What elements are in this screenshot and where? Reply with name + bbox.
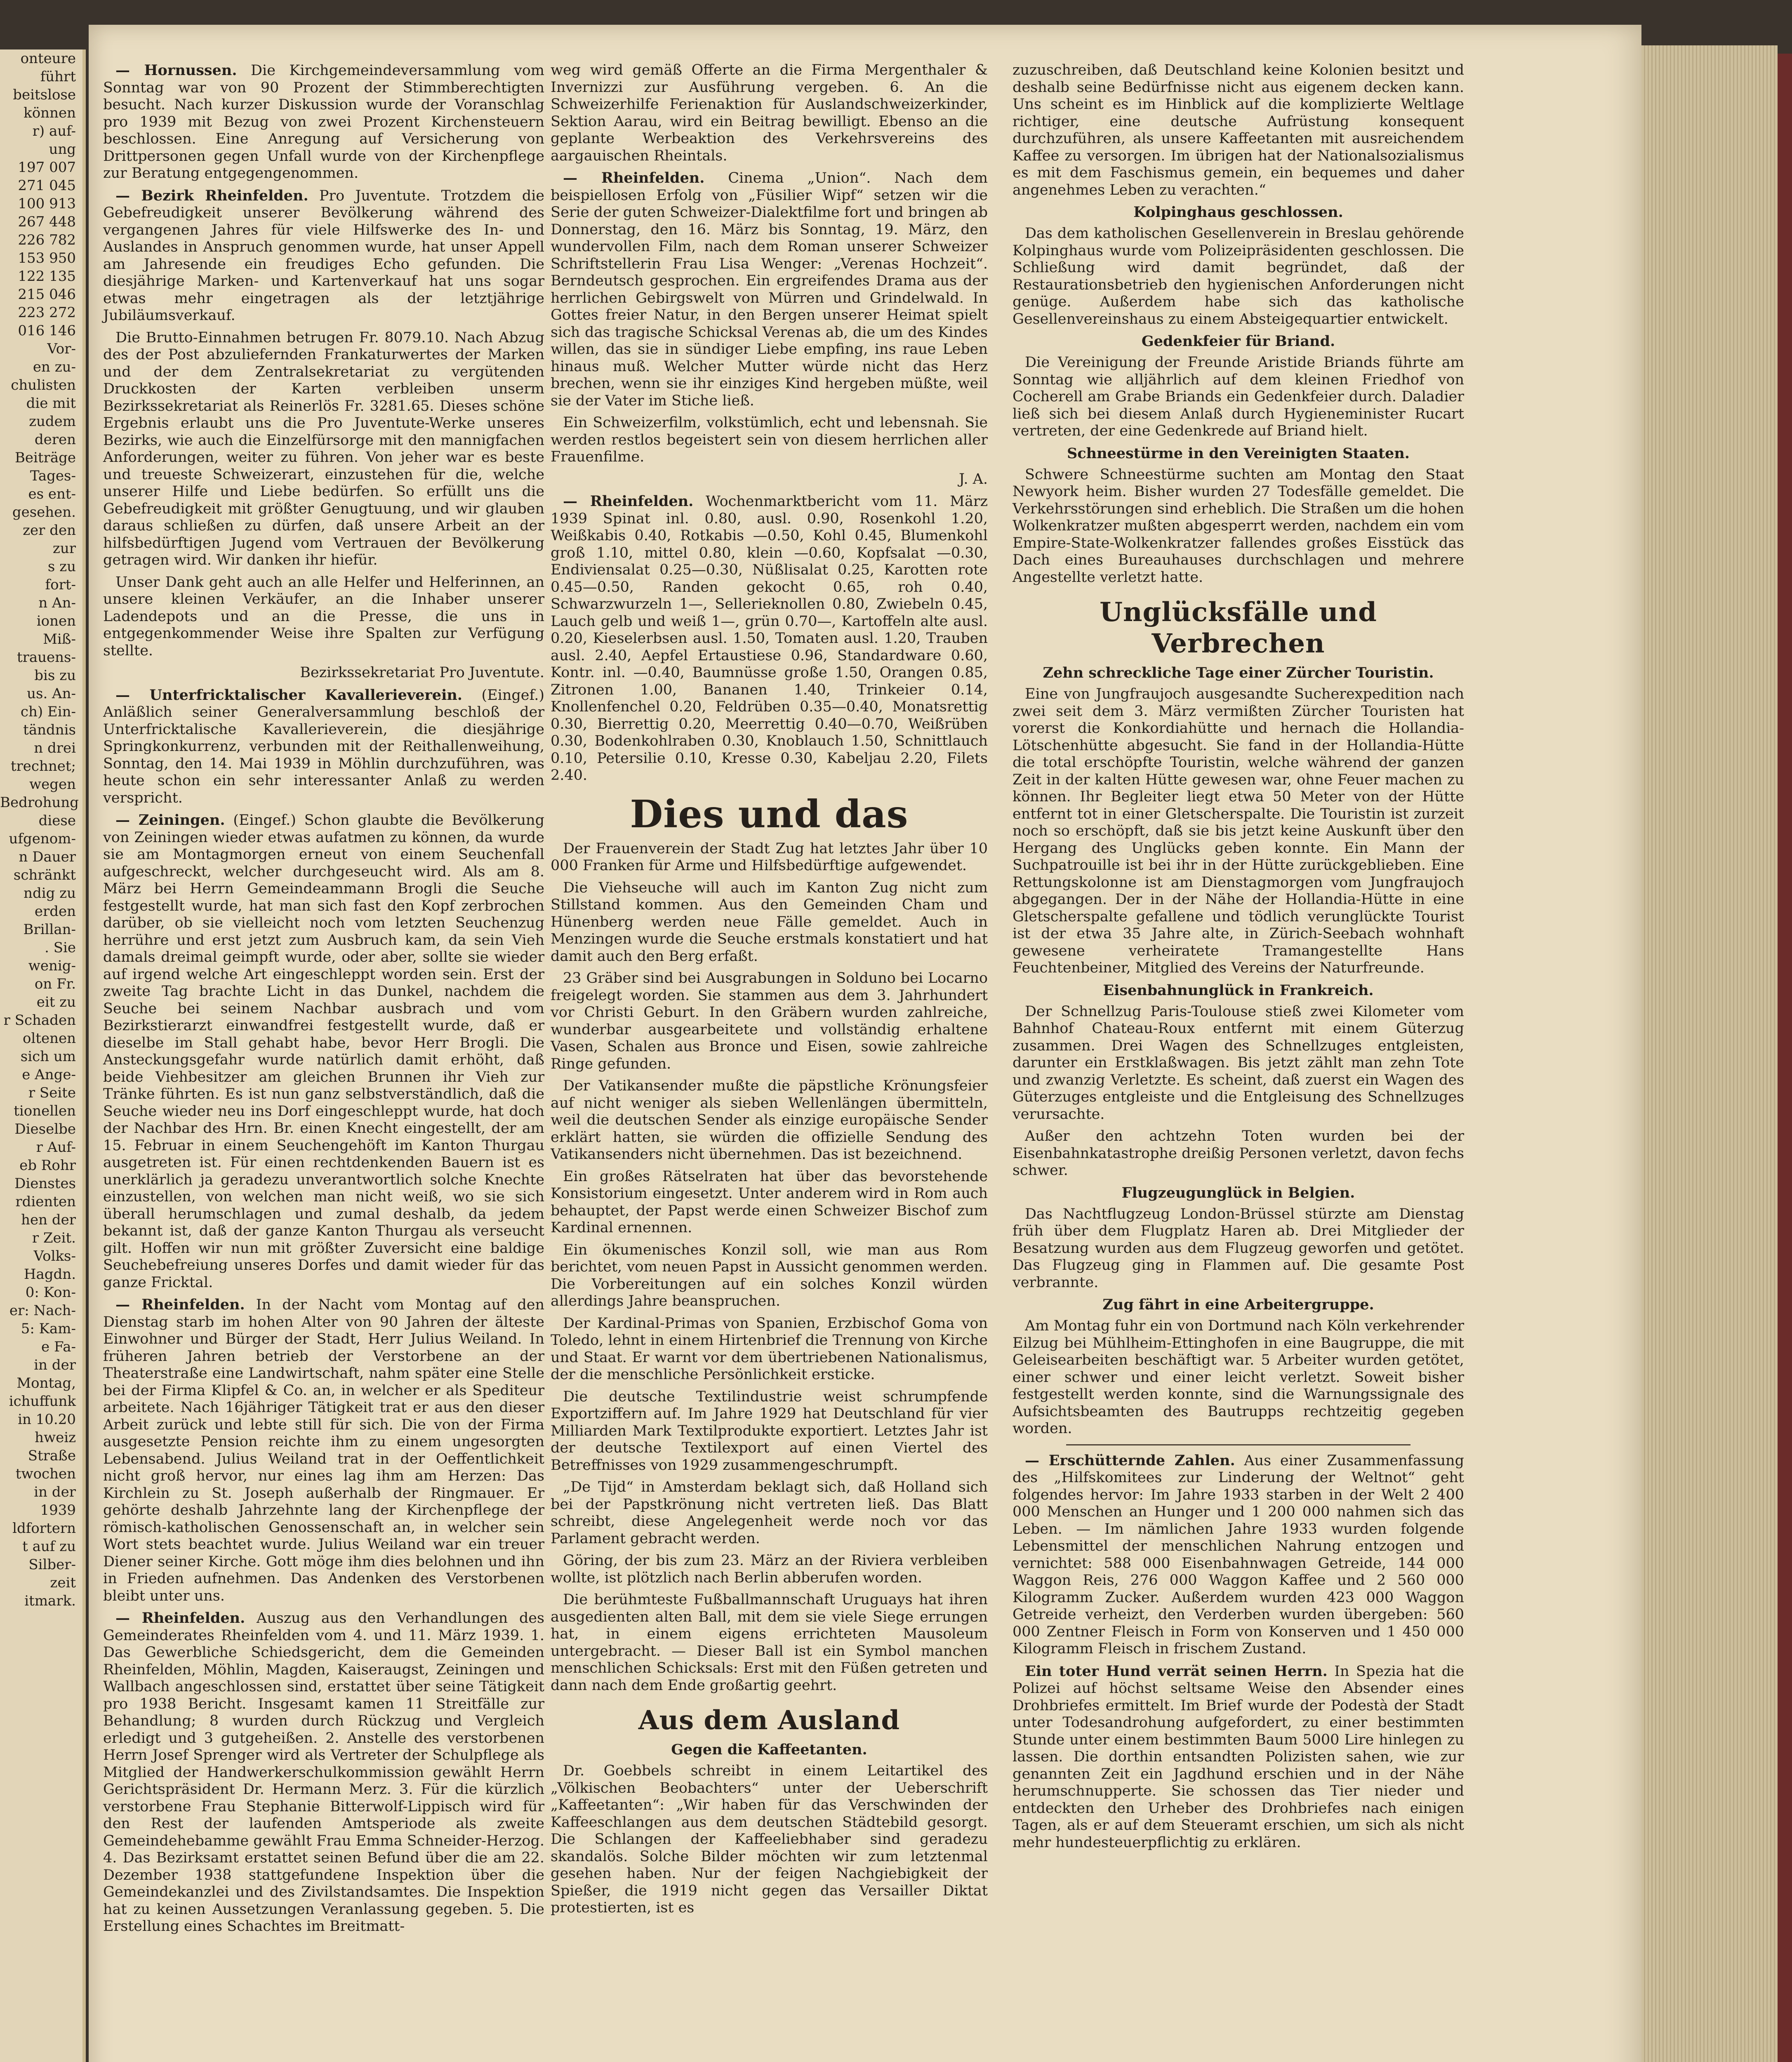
facing-page-fragment: 1939 xyxy=(40,1502,76,1518)
facing-page-fragment: Tages- xyxy=(30,468,76,484)
article-paragraph xyxy=(551,1078,988,1163)
article-paragraph xyxy=(551,414,988,466)
section-heading: Aus dem Ausland xyxy=(638,1705,900,1736)
article-body: (Eingef.) Anläßlich seiner Generalversammlung beschloß der Unterfricktalische Kavallerieverein, die diesjährige Springkonkurrenz, verbunden mit der Reithallenweihung, Sonntag, den 14. Mai 1939 in Möhlin durchzuführen, was heute schon ein sehr interessanter Anlaß zu werden verspricht. xyxy=(103,687,544,806)
facing-page-fragment: 122 135 xyxy=(18,268,76,285)
facing-page-fragment: gesehen. xyxy=(12,504,76,520)
article-paragraph xyxy=(551,1168,988,1237)
article-paragraph xyxy=(1013,62,1464,199)
article-body: Außer den achtzehn Toten wurden bei der Eisenbahnkatastrophe dreißig Personen verletzt, davon fechs schwer. xyxy=(1013,1128,1464,1179)
article-paragraph xyxy=(103,187,544,325)
section-heading: Dies und das xyxy=(630,791,909,836)
facing-page-fragment: in der xyxy=(34,1484,76,1500)
facing-page-fragment: Miß- xyxy=(43,631,76,647)
article-paragraph xyxy=(551,1389,988,1474)
book-page-edges xyxy=(1641,45,1778,2062)
facing-page-fragment: trechnet; xyxy=(10,758,76,774)
article-body: weg wird gemäß Offerte an die Firma Mergenthaler & Invernizzi zur Ausführung vergeben. 6. An die Schweizerhilfe Ferienaktion für Auslandschweizerkinder, Sektion Aarau, wird ein Beitrag bewilligt. Ebenso an die geplante Werbeaktion des Verkehrsvereins des aargauischen Rheintals. xyxy=(551,62,988,164)
article-paragraph xyxy=(103,812,544,1291)
facing-page-fragment: itmark. xyxy=(24,1593,76,1609)
article-dateline: — Rheinfelden. xyxy=(115,1610,245,1627)
article-body: Aus einer Zusammenfassung des „Hilfskomitees zur Linderung der Weltnot“ geht folgendes hervor: Im Jahre 1933 starben in der Welt 2 400 000 Menschen an Hunger und 1 200 000 nahmen sich das Leben. — Im nämlichen Jahre 1933 wurden folgende Lebensmittel der menschlichen Nahrung entzogen und vernichtet: 588 000 Eisenbahnwagen Getreide, 144 000 Waggon Reis, 276 000 Waggon Kaffee und 2 560 000 Kilogramm Zucker. Außerdem wurden 423 000 Waggon Getreide verheizt, den Verderben wurden übergeben: 560 000 Zentner Fleisch in Form von Konserven und 1 450 000 Kilogramm Fleisch in frischem Zustand. xyxy=(1013,1452,1464,1657)
facing-page-fragment: r Zeit. xyxy=(32,1230,76,1246)
article-paragraph xyxy=(1013,225,1464,328)
article-dateline: — Bezirk Rheinfelden. xyxy=(115,187,308,204)
column-2 xyxy=(551,62,988,1922)
facing-page-fragment: Vor- xyxy=(47,341,76,357)
facing-page-fragment: r) auf- xyxy=(32,123,76,139)
facing-page-fragment: wenig- xyxy=(28,958,76,974)
facing-page-fragment: die mit xyxy=(26,395,76,412)
article-paragraph xyxy=(551,840,988,875)
article-paragraph xyxy=(1013,1003,1464,1123)
article-body: Göring, der bis zum 23. März an der Riviera verbleiben wollte, ist plötzlich nach Berlin abberufen worden. xyxy=(551,1552,988,1586)
article-signature: J. A. xyxy=(959,471,988,487)
article-body: In der Nacht vom Montag auf den Dienstag starb im hohen Alter von 90 Jahren der älteste Einwohner und Bürger der Stadt, Herr Julius Weiland. In früheren Jahren betrieb der Verstorbene an der Theaterstraße eine Landwirtschaft, nahm später eine Stelle bei der Firma Klipfel & Co. an, in welcher er als Spediteur arbeitete. Nach 16jähriger Tätigkeit trat er aus den dieser Arbeit zurück und lebte still für sich. Die von der Firma ausgesetzte Pension reichte ihm zu einem ungesorgten Lebensabend. Julius Weiland trat in der Oeffentlichkeit nicht groß hervor, nur eines lag ihm am Herzen: Das Kirchlein zu St. Joseph außerhalb der Ringmauer. Er gehörte deshalb Jahrzehnte lang der Kirchenpflege der römisch-katholischen Genossenschaft an, in welcher sein Wort stets beachtet wurde. Julius Weiland war ein treuer Diener seiner Kirche. Gott möge ihm dies belohnen und ihn in Frieden aufnehmen. Das Andenken des Verstorbenen bleibt unter uns. xyxy=(103,1297,544,1604)
article-body: Die berühmteste Fußballmannschaft Uruguays hat ihren ausgedienten alten Ball, mit dem sie viele Siege errungen hat, in einem eigens errichteten Mausoleum untergebracht. — Dieser Ball ist ein Symbol manchen menschlichen Schicksals: Erst mit den Füßen getreten und dann nach dem Ende großartig geehrt. xyxy=(551,1591,988,1694)
facing-page-fragment: 5: Kam- xyxy=(21,1321,76,1337)
facing-page-fragment: ichuffunk xyxy=(9,1393,76,1410)
article-body: Der Frauenverein der Stadt Zug hat letztes Jahr über 10 000 Franken für Arme und Hilfsbedürftige aufgewendet. xyxy=(551,840,988,874)
facing-page-fragment: ndig zu xyxy=(24,885,76,902)
facing-page-fragment: Beiträge xyxy=(14,450,76,466)
facing-page-fragment: r Auf- xyxy=(36,1139,76,1156)
article-body: Der Schnellzug Paris-Toulouse stieß zwei Kilometer vom Bahnhof Chateau-Roux entfernt mit einem Güterzug zusammen. Drei Wagen des Schnellzuges entgleisten, darunter ein Erstklaßwagen. Bis jetzt zählt man zehn Tote und zwanzig Verletzte. Es scheint, daß zuerst ein Wagen des Güterzuges entgleiste und die Entgleisung des Schnellzuges verursachte. xyxy=(1013,1003,1464,1123)
facing-page-fragment: 0: Kon- xyxy=(25,1284,76,1301)
facing-page-fragment: oltenen xyxy=(22,1030,76,1047)
article-body: Unser Dank geht auch an alle Helfer und Helferinnen, an unsere kleinen Verkäufer, an die Inhaber unserer Ladendepots und an die Presse, die uns in entgegenkommender Weise ihre Spalten zur Verfügung stellte. xyxy=(103,574,544,659)
article-headline: Gedenkfeier für Briand. xyxy=(1141,333,1335,350)
facing-page-fragment: 153 950 xyxy=(18,250,76,266)
facing-page-fragment: . Sie xyxy=(45,939,76,956)
facing-page-fragment: Dieselbe xyxy=(14,1121,76,1137)
article-body: Der Kardinal-Primas von Spanien, Erzbischof Goma von Toledo, lehnt in einem Hirtenbrief die Trennung von Kirche und Staat. Er warnt vor dem übertriebenen Nationalismus, der die menschliche Persönlichkeit ersticke. xyxy=(551,1315,988,1383)
article-paragraph xyxy=(551,62,988,165)
article-paragraph xyxy=(103,574,544,660)
article-paragraph xyxy=(551,880,988,965)
article-paragraph xyxy=(551,1591,988,1694)
facing-page-fragment: hweiz xyxy=(35,1429,76,1446)
article-paragraph xyxy=(1013,1206,1464,1292)
facing-page-fragment: us. An- xyxy=(27,685,76,702)
article-paragraph xyxy=(1013,354,1464,440)
article-body: Auszug aus den Verhandlungen des Gemeinderates Rheinfelden vom 4. und 11. März 1939. 1. Das Gewerbliche Schiedsgericht, dem die Gemeinden Rheinfelden, Möhlin, Magden, Kaiseraugst, Zeiningen und Wallbach angeschlossen sind, erstattet über seine Tätigkeit pro 1938 Bericht. Insgesamt kamen 11 Streitfälle zur Behandlung; 8 wurden durch Rückzug und Vergleich erledigt und 3 gutgeheißen. 2. Anstelle des verstorbenen Herrn Josef Sprenger wird als Vertreter der Schulpflege als Mitglied der Handwerkerschulkommission gewählt Herrn Gerichtspräsident Dr. Hermann Merz. 3. Für die kürzlich verstorbene Frau Stephanie Bitterwolf-Lippisch wird für den Rest der laufenden Amtsperiode als zweite Gemeindehebamme gewählt Frau Emma Schneider-Herzog. 4. Das Bezirksamt erstattet seinen Befund über die am 22. Dezember 1938 stattgefundene Inspektion über die Gemeindekanzlei und des Zivilstandsamtes. Die Inspektion hat zu keinen Aussetzungen Veranlassung gegeben. 5. Die Erstellung eines Schachtes im Breitmatt- xyxy=(103,1610,544,1935)
facing-page-fragment: onteure xyxy=(20,50,76,67)
article-paragraph xyxy=(103,62,544,182)
article-dateline: Ein toter Hund verrät seinen Herrn. xyxy=(1025,1662,1328,1680)
facing-page-fragment: ufgenom- xyxy=(9,831,76,847)
article-dateline: — Zeiningen. xyxy=(115,812,225,829)
facing-page-fragment: s zu xyxy=(47,558,76,575)
article-paragraph xyxy=(1013,1318,1464,1438)
article-body: Cinema „Union“. Nach dem beispiellosen Erfolg von „Füsilier Wipf“ setzen wir die Serie der guten Schweizer-Dialektfilme fort und bringen ab Donnerstag, den 16. März bis Sonntag, 19. März, den wundervollen Film, nach dem Roman unserer Schweizer Schriftstellerin Frau Lisa Wenger: „Verenas Hochzeit“. Berndeutsch gesprochen. Ein ergreifendes Drama aus der herrlichen Gebirgswelt von Mürren und Grindelwald. In Gottes freier Natur, in den Bergen unserer Heimat spielt sich das tragische Schicksal Verenas ab, die um des Kindes willen, das sie in sündiger Liebe empfing, ins raue Leben hinaus muß. Welcher Mutter würde nicht das Herz brechen, wenn sie ihr einziges Kind hergeben müßte, weil sie der Vater im Stiche ließ. xyxy=(551,170,988,409)
article-headline: Kolpinghaus geschlossen. xyxy=(1133,204,1343,221)
article-body: In Spezia hat die Polizei auf höchst seltsame Weise den Absender eines Drohbriefes ermittelt. Im Brief wurde der Podestà der Stadt unter Todesandrohung aufgefordert, zu einer bestimmten Stunde unter einem bestimmten Baum 5000 Lire hinlegen zu lassen. Die dorthin entsandten Polizisten sahen, wie zur genannten Zeit ein Jagdhund erschien und in der Nähe herumschnupperte. Sie schossen das Tier nieder und entdeckten den Urheber des Drohbriefes nach einigen Tagen, als er auf dem Steueramt erschien, um sich als nicht mehr hundesteuerpflichtig zu erklären. xyxy=(1013,1663,1464,1851)
facing-page-fragment: 016 146 xyxy=(18,322,76,339)
article-dateline: — Hornussen. xyxy=(115,62,237,79)
book-spine xyxy=(1778,54,1792,2062)
facing-page-fragment: ldfortern xyxy=(12,1520,76,1537)
facing-page-fragment: führt xyxy=(40,68,76,85)
facing-page-fragment: twochen xyxy=(15,1466,76,1482)
article-dateline: — Rheinfelden. xyxy=(115,1296,245,1313)
facing-page-fragment: n drei xyxy=(34,740,76,756)
facing-page-fragment: en zu- xyxy=(33,359,76,375)
article-dateline: — Rheinfelden. xyxy=(563,169,705,186)
facing-page-fragment: Hagdn. xyxy=(24,1266,76,1283)
article-headline: Flugzeugunglück in Belgien. xyxy=(1121,1184,1355,1201)
column-divider-rule xyxy=(1066,1444,1411,1445)
article-body: Der Vatikansender mußte die päpstliche Krönungsfeier auf nicht weniger als sieben Wellenlängen übermitteln, weil die deutschen Sender als einzige europäische Sender erklärt hatten, sie würden die offizielle Sendung des Vatikansenders nicht übernehmen. Das ist bezeichnend. xyxy=(551,1078,988,1163)
facing-page-fragment: 197 007 xyxy=(18,159,76,176)
facing-page-fragment: er: Nach- xyxy=(9,1302,76,1319)
facing-page-fragment: in 10.20 xyxy=(18,1411,76,1428)
facing-page-fragment: 223 272 xyxy=(18,304,76,321)
facing-page-fragment: 267 448 xyxy=(18,214,76,230)
article-body: Eine von Jungfraujoch ausgesandte Sucherexpedition nach zwei seit dem 3. März vermißten Zürcher Touristen hat vorerst die Konkordiahütte und hernach die Hollandia-Lötschenhütte abgesucht. Sie fand in der Hollandia-Hütte die total erschöpfte Touristin, welche während der ganzen Zeit in der kalten Hütte gewesen war, ohne Feuer machen zu können. Ihr Begleiter liegt etwa 50 Meter von der Hütte entfernt tot in einer Gletscherspalte. Die Touristin ist zurzeit noch so erschöpft, daß sie bis jetzt keine Auskunft über den Hergang des Unglücks geben konnte. Ein Mann der Suchpatrouille ist bei ihr in der Hütte zurückgeblieben. Eine Rettungskolonne ist am Dienstagmorgen vom Jungfraujoch abgegangen. Der in der Nähe der Hollandia-Hütte in eine Gletscherspalte gefallene und tödlich verunglückte Tourist ist der etwa 35 Jahre alte, in Zürich-Seebach wohnhaft gewesene verheiratete Tramangestellte Hans Feuchtenbeiner, Mitglied des Vereins der Naturfreunde. xyxy=(1013,686,1464,976)
article-paragraph xyxy=(551,970,988,1073)
facing-page-fragment: 100 913 xyxy=(18,195,76,212)
article-body: Wochenmarktbericht vom 11. März 1939 Spinat inl. 0.80, ausl. 0.90, Rosenkohl 1.20, Weißkabis 0.40, Rotkabis —0.50, Kohl 0.45, Blumenkohl groß 1.10, mittel 0.80, klein —0.60, Kopfsalat —0.30, Endiviensalat 0.25—0.30, Nüßlisalat 0.25, Karotten rote 0.45—0.50, Randen gekocht 0.65, roh 0.40, Schwarzwurzeln 1—, Sellerieknollen 0.80, Zwiebeln 0.45, Lauch gelb und weiß 1—, grün 0.70—, Kartoffeln alte ausl. 0.20, Kieselerbsen ausl. 1.50, Tomaten ausl. 1.20, Trauben ausl. 2.40, Aepfel Ertaustiese 0.96, Standardware 0.60, Kontr. inl. —0.40, Baumnüsse große 1.50, Orangen 0.85, Zitronen 1.00, Bananen 1.40, Trinkeier 0.14, Knollenfenchel 0.20, Feldrüben 0.35—0.40, Monatsrettig 0.30, Bierrettig 0.20, Meerrettig 0.40—0.70, Weißrüben 0.30, Bodenkohlraben 0.30, Knoblauch 1.50, Schnittlauch 0.10, Petersilie 0.10, Kresse 0.30, Kabeljau 2.20, Filets 2.40. xyxy=(551,493,988,784)
facing-page-fragment: Brillan- xyxy=(23,921,76,938)
article-body: Pro Juventute. Trotzdem die Gebefreudigkeit unserer Bevölkerung während des vergangenen Jahres für viele Hilfswerke des In- und Auslandes in Anspruch genommen wurde, hat unser Appell am Jahresende ein freudiges Echo gefunden. Die diesjährige Marken- und Kartenverkauf hat uns sogar etwas mehr eingetragen als der letztjährige Jubiläumsverkauf. xyxy=(103,187,544,324)
article-body: Ein Schweizerfilm, volkstümlich, echt und lebensnah. Sie werden restlos begeistert sein von diesem herrlichen aller Frauenfilme. xyxy=(551,414,988,465)
article-headline: Eisenbahnunglück in Frankreich. xyxy=(1103,982,1374,999)
facing-page-fragment: tionellen xyxy=(14,1103,76,1119)
facing-page-fragment: n Dauer xyxy=(19,849,76,865)
facing-page-fragment: Bedrohung xyxy=(0,794,79,811)
column-1 xyxy=(103,62,544,1940)
article-body: Dr. Goebbels schreibt in einem Leitartikel des „Völkischen Beobachters“ unter der Ueberschrift „Kaffeetanten“: „Wir haben für das Verschwinden der Kaffeeschlangen aus dem deutschen Städtebild gesorgt. Die Schlangen der Kaffeeliebhaber sind geradezu skandalös. Solche Bilder möchten wir zum letztenmal gesehen haben. Nur der feigen Nachgiebigkeit der Spießer, die 1919 nicht gegen das Versailler Diktat protestierten, ist es xyxy=(551,1763,988,1916)
article-paragraph xyxy=(551,493,988,784)
article-signature: Bezirkssekretariat Pro Juventute. xyxy=(300,664,544,681)
article-body: 23 Gräber sind bei Ausgrabungen in Solduno bei Locarno freigelegt worden. Sie stammen aus dem 3. Jahrhundert vor Christi Geburt. In den Gräbern wurden zahlreiche, wunderbar ausgearbeitete und vollständig erhaltene Vasen, Schalen aus Bronce und Eisen, sowie zahlreiche Ringe gefunden. xyxy=(551,970,988,1072)
facing-page-fragment: r Seite xyxy=(28,1085,76,1101)
article-body: zuzuschreiben, daß Deutschland keine Kolonien besitzt und deshalb seine Bedürfnisse nicht aus eigenem decken kann. Uns scheint es im Hinblick auf die komplizierte Weltlage richtiger, eine deutsche Aufrüstung konsequent durchzuführen, als unsere Kaffeetanten mit ausreichendem Kaffee zu versorgen. Im übrigen hat der Nationalsozialismus es mit dem Faschismus gemein, ein bequemes und daher angenehmes Leben zu verachten.“ xyxy=(1013,62,1464,198)
facing-page-fragment: e Fa- xyxy=(41,1339,76,1355)
article-body: Ein ökumenisches Konzil soll, wie man aus Rom berichtet, vom neuen Papst in Aussicht genommen werden. Die Vorbereitungen auf ein solches Konzil würden allerdings Jahre beanspruchen. xyxy=(551,1241,988,1309)
article-dateline: — Rheinfelden. xyxy=(563,493,694,510)
article-headline: Zehn schreckliche Tage einer Zürcher Touristin. xyxy=(1043,664,1434,681)
facing-page-fragment: zudem xyxy=(29,413,76,430)
article-body: Am Montag fuhr ein von Dortmund nach Köln verkehrender Eilzug bei Mühlheim-Ettinghofen in eine Baugruppe, die mit Geleisearbeiten beschäftigt war. 5 Arbeiter wurden getötet, einer schwer und einer leicht verletzt. Soweit bisher festgestellt werden konnte, sind die Warnungssignale des Aufsichtsbeamten des Bautrupps rechtzeitig gegeben worden. xyxy=(1013,1318,1464,1437)
facing-page-fragment: diese xyxy=(38,812,76,829)
facing-page-fragment: ch) Ein- xyxy=(20,704,76,720)
article-paragraph xyxy=(1013,466,1464,586)
facing-page-edge xyxy=(0,49,86,2062)
article-paragraph xyxy=(1013,1663,1464,1852)
article-paragraph xyxy=(551,1242,988,1310)
facing-page-fragment: chulisten xyxy=(11,377,76,393)
article-dateline: — Erschütternde Zahlen. xyxy=(1025,1452,1235,1469)
facing-page-fragment: 226 782 xyxy=(18,232,76,248)
article-paragraph xyxy=(103,1296,544,1605)
facing-page-fragment: e Ange- xyxy=(22,1066,76,1083)
facing-page-fragment: eit zu xyxy=(36,994,76,1010)
article-paragraph xyxy=(1013,686,1464,977)
article-body: Das Nachtflugzeug London-Brüssel stürzte am Dienstag früh über dem Flugplatz Haren ab. Drei Mitglieder der Besatzung wurden aus dem Flugzeug geworfen und getötet. Das Flugzeug ging in Flammen auf. Die gesamte Post verbrannte. xyxy=(1013,1205,1464,1291)
facing-page-fragment: ionen xyxy=(36,613,76,629)
facing-page-fragment: erden xyxy=(34,903,76,920)
article-paragraph xyxy=(103,330,544,569)
facing-page-fragment: in der xyxy=(34,1357,76,1373)
article-paragraph xyxy=(551,1479,988,1547)
facing-page-fragment: trauens- xyxy=(16,649,76,666)
article-headline: Gegen die Kaffeetanten. xyxy=(671,1741,867,1758)
article-body: Die Brutto-Einnahmen betrugen Fr. 8079.10. Nach Abzug des der Post abzuliefernden Frankaturwertes der Marken und der dem Zentralsekretariat zu vergütenden Druckkosten der Karten verbleiben unserm Bezirkssekretariat als Reinerlös Fr. 3281.65. Dieses schöne Ergebnis erlaubt uns die Pro Juventute-Werke unseres Bezirks, wie auch die Einzelfürsorge mit den mannigfachen Anforderungen, weiter zu führen. Von jeher war es beste und treueste Schweizerart, einzustehen für die, welche unserer Hilfe und Liebe bedürfen. So erfüllt uns die Gebefreudigkeit mit größter Genugtuung, und wir glauben daraus schließen zu dürfen, daß unsere Arbeit an der hilfsbedürftigen Jugend vom Vertrauen der Bevölkerung getragen wird. Wir danken ihr hiefür. xyxy=(103,329,544,568)
facing-page-fragment: sich um xyxy=(20,1048,76,1065)
article-headline: Schneestürme in den Vereinigten Staaten. xyxy=(1067,445,1410,462)
article-paragraph xyxy=(551,1552,988,1587)
facing-page-fragment: n An- xyxy=(38,595,76,611)
facing-page-fragment: können xyxy=(24,105,76,121)
facing-page-fragment: tändnis xyxy=(23,722,76,738)
facing-page-fragment: zur xyxy=(52,540,76,557)
facing-page-fragment: fort- xyxy=(45,577,76,593)
facing-page-fragment: r Schaden xyxy=(3,1012,76,1029)
article-paragraph xyxy=(551,1763,988,1917)
article-body: Ein großes Rätselraten hat über das bevorstehende Konsistorium eingesetzt. Unter anderem wird in Rom auch behauptet, der Papst werde einen Schweizer Bischof zum Kardinal ernennen. xyxy=(551,1168,988,1236)
article-paragraph xyxy=(551,169,988,410)
facing-page-fragment: es ent- xyxy=(28,486,76,502)
facing-page-fragment: schränkt xyxy=(13,867,76,883)
facing-page-fragment: 271 045 xyxy=(18,177,76,194)
facing-page-fragment: beitslose xyxy=(13,87,76,103)
article-body: Schwere Schneestürme suchten am Montag den Staat Newyork heim. Bisher wurden 27 Todesfälle gemeldet. Die Verkehrsstörungen sind erheblich. Die Straßen um die hohen Wolkenkratzer mußten abgesperrt werden, nachdem ein vom Empire-State-Wolkenkratzer fallendes großes Eisstück das Dach eines Bureauhauses durchschlagen und mehrere Angestellte verletzt hatte. xyxy=(1013,466,1464,586)
facing-page-fragment: Volks- xyxy=(33,1248,76,1264)
article-body: „De Tijd“ in Amsterdam beklagt sich, daß Holland sich bei der Papstkrönung nicht vertreten ließ. Das Blatt schreibt, diese Angelegenheit werde noch vor das Parlament gebracht werden. xyxy=(551,1479,988,1547)
article-paragraph xyxy=(1013,1452,1464,1658)
facing-page-fragment: t auf zu xyxy=(22,1538,76,1555)
facing-page-fragment: wegen xyxy=(29,776,76,793)
facing-page-fragment: ung xyxy=(49,141,76,158)
facing-page-fragment: deren xyxy=(34,431,76,448)
facing-page-fragment: rdienten xyxy=(15,1193,76,1210)
facing-page-fragment: Dienstes xyxy=(14,1175,76,1192)
facing-page-fragment: bis zu xyxy=(34,667,76,684)
article-body: Die Viehseuche will auch im Kanton Zug nicht zum Stillstand kommen. Aus den Gemeinden Cham und Hünenberg werden neue Fälle gemeldet. Auch in Menzingen wurde die Seuche erstmals konstatiert und hat damit auch den Berg erfaßt. xyxy=(551,879,988,965)
facing-page-fragment: zeit xyxy=(50,1575,76,1591)
facing-page-fragment: Straße xyxy=(28,1448,76,1464)
article-paragraph xyxy=(103,687,544,807)
article-body: Die Vereinigung der Freunde Aristide Briands führte am Sonntag wie alljährlich auf dem kleinen Friedhof von Cocherell am Grabe Briands ein Gedenkfeier durch. Daladier ließ sich bei diesem Anlaß durch Hygieneminister Rucart vertreten, der eine Gedenkrede auf Briand hielt. xyxy=(1013,354,1464,439)
facing-page-fragment: 215 046 xyxy=(18,286,76,303)
facing-page-fragment: on Fr. xyxy=(34,976,76,992)
facing-page-fragment: Silber- xyxy=(28,1556,76,1573)
column-3 xyxy=(1013,62,1464,1856)
article-paragraph xyxy=(1013,1128,1464,1179)
article-headline: Zug fährt in eine Arbeitergruppe. xyxy=(1102,1296,1374,1313)
facing-page-fragment: hen der xyxy=(21,1212,76,1228)
section-heading: Unglücksfälle und Verbrechen xyxy=(1100,597,1377,659)
article-dateline: — Unterfricktalischer Kavallerieverein. xyxy=(115,686,462,704)
facing-page-fragment: eb Rohr xyxy=(19,1157,76,1174)
article-body: Die deutsche Textilindustrie weist schrumpfende Exportziffern auf. Im Jahre 1929 hat Deutschland für vier Milliarden Mark Textilprodukte exportiert. Letztes Jahr ist der deutsche Textilexport auf einen Viertel des Betreffnisses von 1929 zusammengeschrumpft. xyxy=(551,1388,988,1474)
facing-page-fragment: Montag, xyxy=(16,1375,76,1391)
article-body: Die Kirchgemeindeversammlung vom Sonntag war von 90 Prozent der Stimmberechtigten besucht. Nach kurzer Diskussion wurde der Voranschlag pro 1939 mit Bezug von zwei Prozent Kirchensteuern beschlossen. Eine Anregung auf Versicherung von Drittpersonen gegen Unfall wurde von der Kirchenpflege zur Beratung entgegengenommen. xyxy=(103,62,544,181)
article-body: Das dem katholischen Gesellenverein in Breslau gehörende Kolpinghaus wurde vom Polizeipräsidenten geschlossen. Die Schließung wird damit begründet, daß der Restaurationsbetrieb den hygienischen Anforderungen nicht genüge. Außerdem habe sich das katholische Gesellenvereinshaus zu einem Absteigequartier entwickelt. xyxy=(1013,225,1464,327)
article-paragraph xyxy=(103,1610,544,1935)
facing-page-fragment: zer den xyxy=(23,522,76,539)
article-paragraph xyxy=(551,1315,988,1384)
article-body: (Eingef.) Schon glaubte die Bevölkerung von Zeiningen wieder etwas aufatmen zu können, da wurde sie am Montagmorgen erneut von einem Seuchenfall aufgeschreckt, welcher durchgeseucht wird. Als am 8. März bei Herrn Gemeindeammann Brogli die Seuche festgestellt wurde, hat man sich fast den Kopf zerbrochen darüber, ob sie vielleicht noch vom letzten Seuchenzug herrühre und erst jetzt zum Ausbruch kam, da sein Vieh damals dreimal geimpft wurde, oder aber, sollte sie wieder auf irgend welche Art eingeschleppt worden sein. Erst der zweite Tag brachte Licht in das Dunkel, nachdem die Seuche bei seinem Nachbar ausbrach und vom Bezirkstierarzt einwandfrei festgestellt wurde, daß er dieselbe im Stall gehabt habe, bevor Herr Brogli. Die Ansteckungsgefahr wurde natürlich damit erhöht, daß beide Viehbesitzer am gleichen Brunnen ihr Vieh zur Tränke führten. Es ist nun ganz selbstverständlich, daß die Seuche wieder neu ins Dorf eingeschleppt wurde, hat doch der Nachbar des Hrn. Br. einen Knecht eingestellt, der am 15. Februar in einem Seuchengehöft im Kanton Thurgau ausgetreten ist. Für einen rechtdenkenden Bauern ist es unerklärlich ja geradezu unverantwortlich solche Knechte einzustellen, von welchen man nicht weiß, wo sie sich überall herumschlagen und zumal deshalb, da jedem bekannt ist, daß der ganze Kanton Thurgau als verseucht gilt. Hoffen wir nun mit größter Zuversicht eine baldige Seuchebefreiung unseres Dorfes und damit wieder für das ganze Fricktal. xyxy=(103,812,544,1291)
